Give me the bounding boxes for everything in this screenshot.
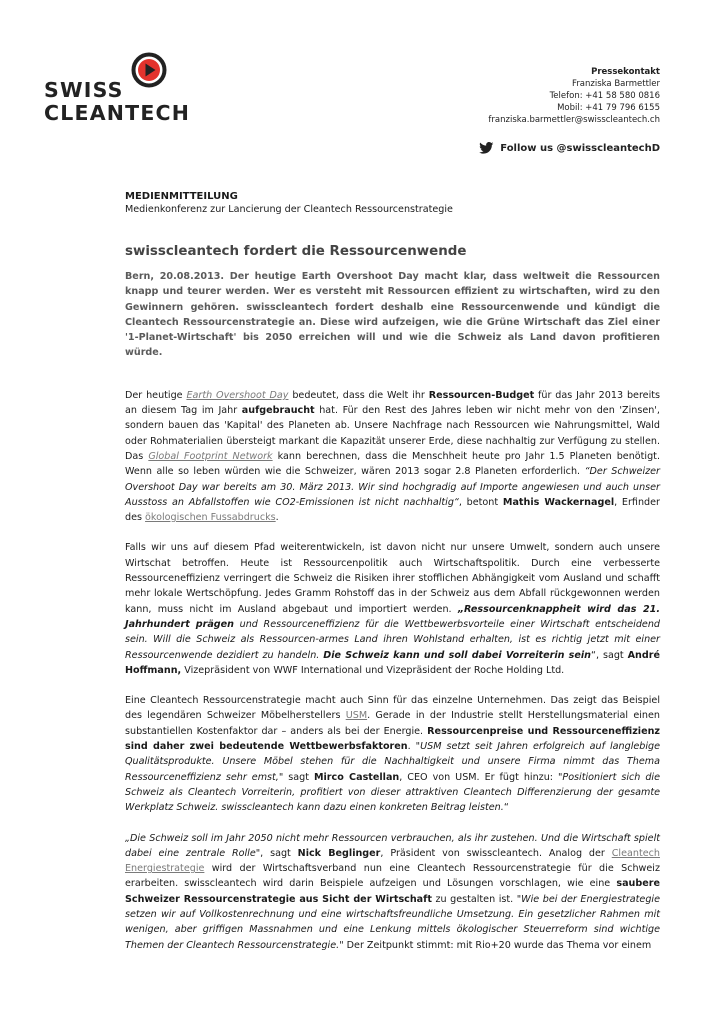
text: .: [275, 512, 279, 524]
press-contact: [488, 66, 660, 126]
text: " sagt: [278, 771, 314, 783]
bold-text: Ressourcenpreise und Ressourceneffizienz sind daher zwei bedeutende Wettbewerbsfaktoren: [125, 725, 660, 753]
bold-text: Mathis Wackernagel: [502, 496, 615, 508]
text: Vizepräsident von WWF International und Vizepräsident der Roche Holding Ltd.: [181, 664, 565, 676]
bold-quote: Die Schweiz kann und soll dabei Vorreiterin sein: [323, 649, 591, 661]
text: , betont: [458, 496, 503, 508]
bold-text: Mirco Castellan: [313, 771, 400, 783]
text: . Gerade in der Industrie stellt Herstellungsmaterial einen substantiellen Kostenfaktor dar – anders als bei der Energie.: [125, 710, 660, 737]
text: Der heutige: [125, 389, 187, 401]
release-subtitle: Medienkonferenz zur Lancierung der Cleantech Ressourcenstrategie: [125, 204, 453, 215]
paragraph-4: [125, 831, 660, 953]
twitter-follow-link[interactable]: [479, 142, 660, 154]
ecological-footprint-link[interactable]: ökologischen Fussabdrucks: [145, 512, 276, 524]
text: ", sagt: [255, 847, 298, 859]
global-footprint-network-link[interactable]: Global Footprint Network: [148, 450, 273, 462]
bold-text: Ressourcen-Budget: [428, 389, 535, 401]
text: für das Jahr 2013 bereits an diesem Tag im Jahr: [125, 389, 661, 417]
text: Falls wir uns auf diesem Pfad weiterentwickeln, ist davon nicht nur unsere Umwelt, sondern auch unsere Wirtschat betroffen. Heute ist Ressourcenpolitik auch Wirtschaftspolitik. Durch eine verbesserte Ressourceneffizienz verringert die Schweiz die Risiken ihrer stofflichen Abhängigkeit vom Ausland und schafft mehr lokale Wertschöpfung. Jedes Gramm Rohstoff das in der Schweiz aus dem Abfall rückgewonnen werden kann, muss nicht im Ausland abgebaut und importiert werden.: [125, 542, 660, 615]
paragraph-1: [125, 388, 660, 526]
text: , Erfinder des: [125, 496, 660, 524]
contact-email[interactable]: franziska.barmettler@swisscleantech.ch: [488, 115, 660, 125]
text: hat. Für den Rest des Jahres leben wir nicht mehr von den 'Zinsen', sondern bauen das 'Kapital' des Planeten ab. Unsere Nachfrage nach Ressourcen wie Nahrungsmittel, Wald oder Rohmaterialien übersteigt markant die Kapazität unserer Erde, diese nachhaltig zur Verfügung zu stellen. Das: [125, 405, 660, 462]
contact-mobile: Mobil: +41 79 796 6155: [557, 103, 660, 113]
release-type-label: MEDIENMITTEILUNG: [125, 191, 238, 202]
contact-phone: Telefon: +41 58 580 0816: [549, 91, 660, 101]
contact-name: Franziska Barmettler: [572, 79, 660, 89]
release-headline: swisscleantech fordert die Ressourcenwende: [125, 244, 467, 259]
bold-text: Nick Beglinger: [297, 847, 381, 859]
text: , CEO von USM. Er fügt hinzu: ": [399, 771, 563, 783]
text: bedeutet, dass die Welt ihr: [288, 389, 429, 401]
quote: Wie bei der Energiestrategie setzen wir auf Vollkostenrechnung und eine wirtschaftsfreundliche Umsetzung. Ein gesetzlicher Rahmen mit wenigen, aber griffigen Massnahmen und eine Lenkung mittels ökologischer Steuerreform sind wichtige Themen der Cleantech Ressourcenstrategie.: [125, 893, 660, 951]
text: “: [503, 802, 509, 814]
text: " Der Zeitpunkt stimmt: mit Rio+20 wurde das Thema vor einem: [339, 939, 652, 951]
twitter-follow-label[interactable]: Follow us @swisscleantechD: [500, 142, 660, 154]
text: kann berechnen, dass die Menschheit heute pro Jahr 1.5 Planeten benötigt. Wenn alle so leben würden wie die Schweizer, wären 2013 sogar 2.8 Planeten erforderlich.: [125, 450, 660, 478]
text: . ": [407, 741, 421, 753]
bold-quote: „Ressourcenknappheit wird das 21. Jahrhundert prägen: [125, 603, 660, 630]
usm-link[interactable]: USM: [345, 710, 368, 722]
logo-line-1: SWISS: [44, 78, 124, 102]
text: zu gestalten ist. ": [431, 893, 522, 905]
earth-overshoot-day-link[interactable]: Earth Overshoot Day: [186, 389, 289, 401]
quote: “Der Schweizer Overshoot Day war bereits am 30. März 2013. Wir sind hochgradig auf Importe angewiesen und auch unser Ausstoss an Abfallstoffen wie CO2-Emissionen ist nicht nachhaltig“: [125, 466, 660, 508]
quote: „Die Schweiz soll im Jahr 2050 nicht mehr Ressourcen verbrauchen, als ihr zustehen. Und die Wirtschaft spielt dabei eine zentrale Rolle: [125, 832, 660, 859]
bold-text: saubere Schweizer Ressourcenstrategie aus Sicht der Wirtschaft: [125, 878, 660, 905]
text: wird der Wirtschaftsverband nun eine Cleantech Ressourcenstrategie für die Schweiz erarbeiten. swisscleantech wird darin Beispiele aufzeigen und Lösungen vorschlagen, wie eine: [125, 863, 660, 890]
paragraph-3: [125, 693, 660, 815]
cleantech-energiestrategie-link[interactable]: Cleantech Energiestrategie: [125, 847, 660, 875]
text: , Präsident von swisscleantech. Analog der: [380, 847, 612, 859]
bold-text: André Hoffmann,: [125, 649, 660, 676]
quote: und Ressourceneffizienz für die Wettbewerbsvorteile einer Wirtschaft entscheidend sein. Will die Schweiz als Ressourcen-armes Land ihren Wohlstand erhalten, ist es richtig jetzt mit einer Ressourcenwende dezidiert zu handeln.: [125, 618, 660, 661]
paragraph-2: [125, 540, 660, 678]
swiss-cleantech-logo: [44, 52, 194, 127]
bold-text: aufgebraucht: [241, 405, 315, 417]
logo-line-2: CLEANTECH: [44, 101, 191, 125]
text: “, sagt: [591, 649, 628, 661]
twitter-bird-icon: [479, 142, 494, 154]
quote: Positioniert sich die Schweiz als Cleantech Vorreiterin, profitiert von dieser attraktiven Cleantech Differenzierung der gesamte Werkplatz Schweiz. swisscleantech kann dazu einen konkreten Beitrag leisten.: [125, 771, 660, 814]
lead-paragraph: Bern, 20.08.2013. Der heutige Earth Overshoot Day macht klar, dass weltweit die Ressourcen knapp und teurer werden. Wer es versteht mit Ressourcen effizient zu wirtschaften, wird zu den Gewinnern gehören. swisscleantech fordert deshalb eine Ressourcenwende und kündigt die Cleantech Ressourcenstrategie an. Diese wird aufzeigen, wie die Grüne Wirtschaft das Ziel einer '1-Planet-Wirtschaft' bis 2050 erreichen will und wie die Schweiz als Land davon profitieren würde.: [125, 271, 660, 359]
contact-heading: Pressekontakt: [591, 67, 660, 77]
quote: USM setzt seit Jahren erfolgreich auf langlebige Qualitätsprodukte. Unsere Möbel stehen für die Nachhaltigkeit und unsere Firma nimmt das Thema Ressourceneffizienz sehr emst,: [125, 741, 661, 783]
press-release-body: [125, 190, 660, 968]
text: Eine Cleantech Ressourcenstrategie macht auch Sinn für das einzelne Unternehmen. Das zeigt das Beispiel des legendären Schweizer Möbelherstellers: [125, 695, 660, 722]
play-circle-icon: [131, 52, 167, 88]
